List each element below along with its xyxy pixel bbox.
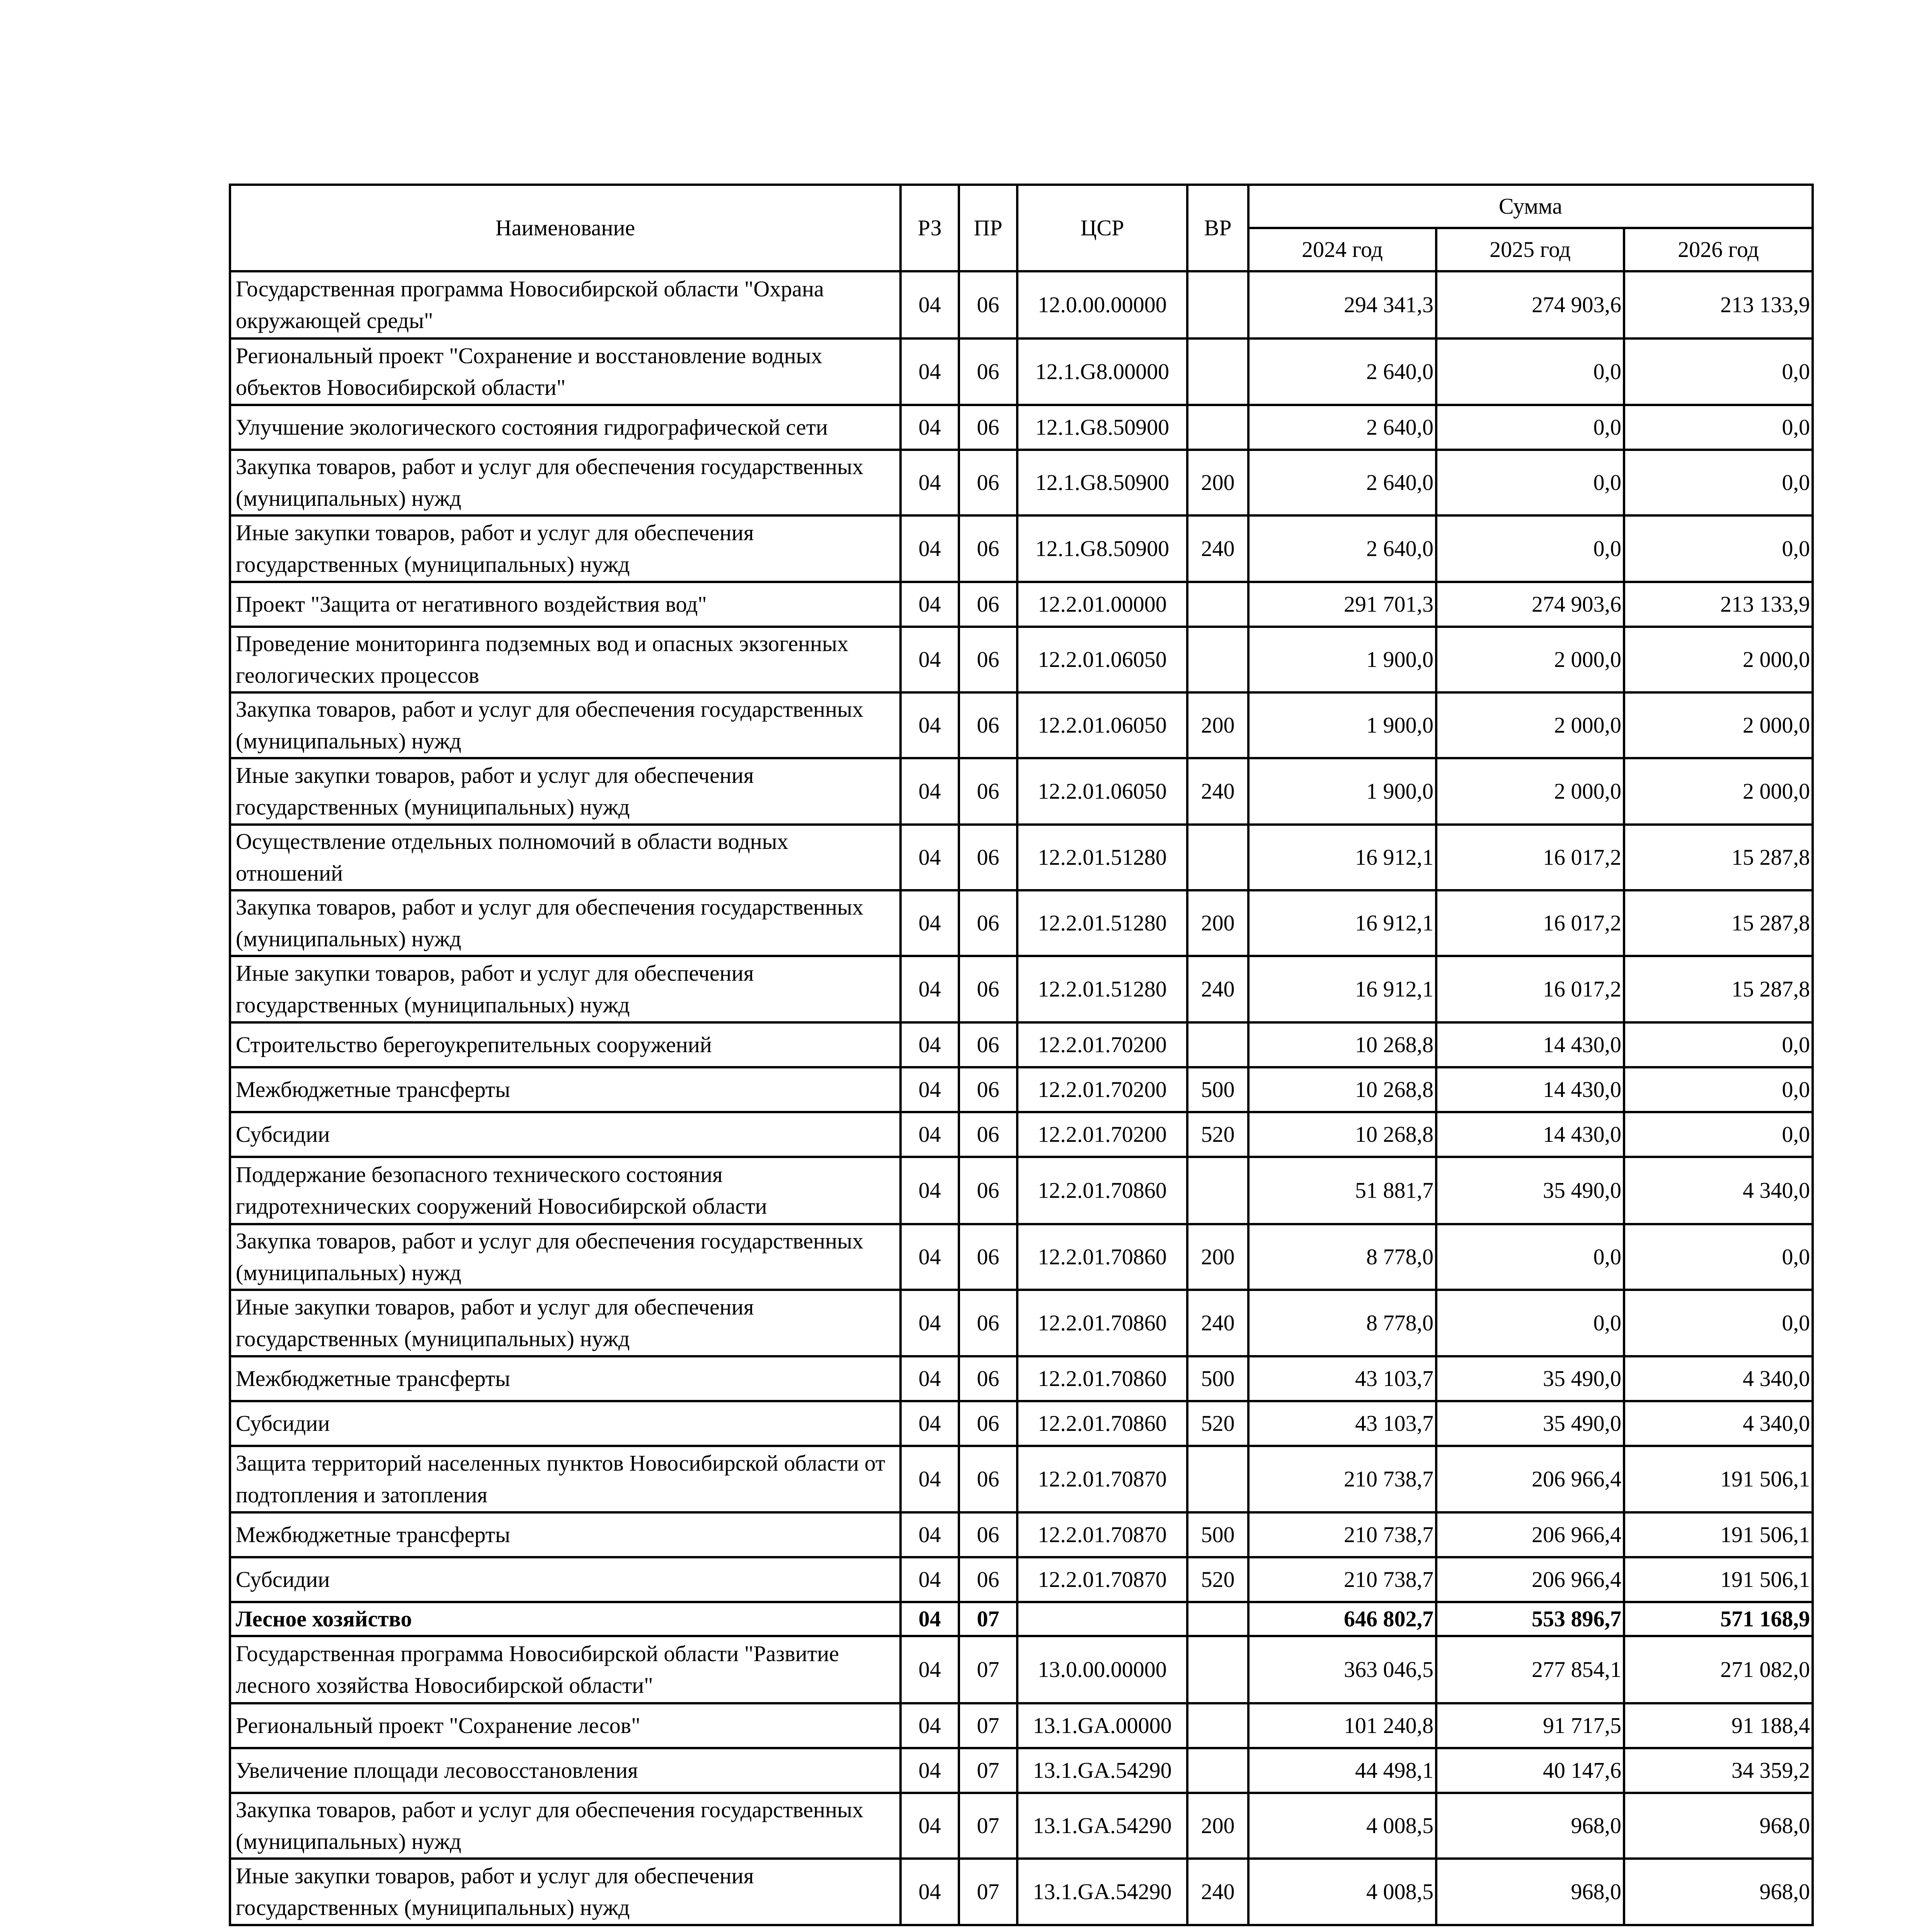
table-row — [230, 890, 1813, 956]
table-header — [230, 185, 1813, 271]
cell-sum-2024: 4 008,5 — [1248, 1793, 1436, 1859]
cell-csr: 13.0.00.00000 — [1017, 1636, 1187, 1703]
cell-rz: 04 — [901, 1636, 959, 1703]
header-sum: Сумма — [1248, 185, 1813, 228]
cell-sum-2024: 16 912,1 — [1248, 825, 1436, 890]
cell-sum-2025: 277 854,1 — [1436, 1636, 1624, 1703]
cell-rz: 04 — [901, 1748, 959, 1793]
table-row — [230, 825, 1813, 890]
cell-vr: 200 — [1187, 890, 1248, 956]
header-year-2024: 2024 год — [1248, 228, 1436, 271]
cell-sum-2024: 210 738,7 — [1248, 1512, 1436, 1557]
table-row — [230, 1859, 1813, 1925]
cell-pr: 06 — [959, 1356, 1017, 1401]
table-row — [230, 1356, 1813, 1401]
cell-pr: 07 — [959, 1636, 1017, 1703]
cell-sum-2024: 101 240,8 — [1248, 1703, 1436, 1748]
cell-sum-2025: 16 017,2 — [1436, 890, 1624, 956]
cell-sum-2025: 0,0 — [1436, 515, 1624, 582]
cell-sum-2025: 274 903,6 — [1436, 582, 1624, 627]
header-vr: ВР — [1187, 185, 1248, 271]
cell-csr: 12.2.01.06050 — [1017, 627, 1187, 692]
cell-pr: 06 — [959, 1067, 1017, 1112]
cell-vr: 200 — [1187, 1793, 1248, 1859]
cell-sum-2024: 2 640,0 — [1248, 338, 1436, 405]
cell-rz: 04 — [901, 338, 959, 405]
cell-pr: 07 — [959, 1793, 1017, 1859]
cell-name: Проект "Защита от негативного воздействия вод" — [230, 582, 901, 627]
cell-rz: 04 — [901, 1557, 959, 1602]
cell-rz: 04 — [901, 692, 959, 758]
cell-rz: 04 — [901, 515, 959, 582]
cell-vr: 520 — [1187, 1401, 1248, 1446]
cell-csr: 12.2.01.70200 — [1017, 1022, 1187, 1067]
cell-sum-2025: 0,0 — [1436, 1224, 1624, 1290]
cell-rz: 04 — [901, 450, 959, 515]
cell-sum-2024: 8 778,0 — [1248, 1224, 1436, 1290]
cell-sum-2025: 553 896,7 — [1436, 1602, 1624, 1636]
cell-vr — [1187, 271, 1248, 338]
cell-vr: 200 — [1187, 450, 1248, 515]
cell-csr: 12.2.01.00000 — [1017, 582, 1187, 627]
cell-pr: 06 — [959, 1512, 1017, 1557]
table-row — [230, 1446, 1813, 1512]
cell-csr: 13.1.GA.00000 — [1017, 1703, 1187, 1748]
cell-vr: 200 — [1187, 1224, 1248, 1290]
cell-name: Закупка товаров, работ и услуг для обеспечения государственных (муниципальных) нужд — [230, 1224, 901, 1290]
cell-sum-2025: 35 490,0 — [1436, 1401, 1624, 1446]
cell-sum-2024: 10 268,8 — [1248, 1067, 1436, 1112]
header-name: Наименование — [230, 185, 901, 271]
cell-pr: 06 — [959, 1112, 1017, 1157]
cell-pr: 06 — [959, 1557, 1017, 1602]
cell-sum-2025: 2 000,0 — [1436, 758, 1624, 825]
cell-sum-2026: 191 506,1 — [1624, 1512, 1813, 1557]
table-row — [230, 405, 1813, 450]
cell-name: Государственная программа Новосибирской области "Развитие лесного хозяйства Новосибирской области" — [230, 1636, 901, 1703]
cell-sum-2024: 646 802,7 — [1248, 1602, 1436, 1636]
cell-vr: 240 — [1187, 956, 1248, 1022]
table-row — [230, 1703, 1813, 1748]
cell-csr: 12.2.01.70200 — [1017, 1112, 1187, 1157]
cell-sum-2026: 571 168,9 — [1624, 1602, 1813, 1636]
cell-vr: 520 — [1187, 1557, 1248, 1602]
cell-sum-2024: 1 900,0 — [1248, 692, 1436, 758]
cell-pr: 06 — [959, 582, 1017, 627]
cell-sum-2025: 274 903,6 — [1436, 271, 1624, 338]
cell-rz: 04 — [901, 1290, 959, 1356]
cell-sum-2026: 15 287,8 — [1624, 825, 1813, 890]
cell-sum-2025: 35 490,0 — [1436, 1356, 1624, 1401]
cell-rz: 04 — [901, 271, 959, 338]
cell-pr: 06 — [959, 758, 1017, 825]
header-csr: ЦСР — [1017, 185, 1187, 271]
cell-rz: 04 — [901, 825, 959, 890]
cell-sum-2024: 43 103,7 — [1248, 1401, 1436, 1446]
cell-sum-2024: 2 640,0 — [1248, 515, 1436, 582]
cell-csr: 12.2.01.70860 — [1017, 1356, 1187, 1401]
cell-sum-2024: 294 341,3 — [1248, 271, 1436, 338]
table-body — [230, 271, 1813, 1925]
cell-pr: 06 — [959, 1224, 1017, 1290]
table-row — [230, 1112, 1813, 1157]
cell-sum-2026: 4 340,0 — [1624, 1157, 1813, 1224]
cell-sum-2025: 206 966,4 — [1436, 1512, 1624, 1557]
cell-name: Закупка товаров, работ и услуг для обеспечения государственных (муниципальных) нужд — [230, 890, 901, 956]
cell-sum-2026: 0,0 — [1624, 1112, 1813, 1157]
cell-name: Защита территорий населенных пунктов Новосибирской области от подтопления и затопления — [230, 1446, 901, 1512]
cell-sum-2024: 8 778,0 — [1248, 1290, 1436, 1356]
cell-rz: 04 — [901, 1112, 959, 1157]
cell-sum-2024: 2 640,0 — [1248, 405, 1436, 450]
cell-csr: 12.2.01.70200 — [1017, 1067, 1187, 1112]
cell-vr: 500 — [1187, 1512, 1248, 1557]
cell-csr: 12.1.G8.50900 — [1017, 405, 1187, 450]
cell-csr: 12.2.01.70870 — [1017, 1446, 1187, 1512]
cell-name: Лесное хозяйство — [230, 1602, 901, 1636]
table-row — [230, 627, 1813, 692]
cell-vr — [1187, 338, 1248, 405]
table-row — [230, 582, 1813, 627]
cell-name: Закупка товаров, работ и услуг для обеспечения государственных (муниципальных) нужд — [230, 1793, 901, 1859]
cell-csr: 12.2.01.70860 — [1017, 1157, 1187, 1224]
cell-pr: 06 — [959, 515, 1017, 582]
cell-vr: 240 — [1187, 1290, 1248, 1356]
cell-sum-2025: 14 430,0 — [1436, 1067, 1624, 1112]
cell-vr — [1187, 1602, 1248, 1636]
cell-sum-2024: 291 701,3 — [1248, 582, 1436, 627]
cell-name: Строительство берегоукрепительных сооружений — [230, 1022, 901, 1067]
cell-vr — [1187, 405, 1248, 450]
cell-rz: 04 — [901, 1602, 959, 1636]
table-row — [230, 1157, 1813, 1224]
table-row — [230, 338, 1813, 405]
cell-sum-2026: 91 188,4 — [1624, 1703, 1813, 1748]
cell-name: Проведение мониторинга подземных вод и опасных экзогенных геологических процессов — [230, 627, 901, 692]
cell-vr: 500 — [1187, 1067, 1248, 1112]
cell-sum-2024: 210 738,7 — [1248, 1446, 1436, 1512]
cell-sum-2026: 2 000,0 — [1624, 627, 1813, 692]
cell-sum-2025: 35 490,0 — [1436, 1157, 1624, 1224]
cell-sum-2026: 213 133,9 — [1624, 582, 1813, 627]
cell-pr: 06 — [959, 1401, 1017, 1446]
cell-rz: 04 — [901, 758, 959, 825]
cell-vr: 500 — [1187, 1356, 1248, 1401]
cell-sum-2024: 43 103,7 — [1248, 1356, 1436, 1401]
header-year-2026: 2026 год — [1624, 228, 1813, 271]
cell-rz: 04 — [901, 1067, 959, 1112]
cell-pr: 06 — [959, 956, 1017, 1022]
table-row — [230, 758, 1813, 825]
cell-vr — [1187, 582, 1248, 627]
cell-sum-2026: 2 000,0 — [1624, 758, 1813, 825]
cell-csr: 12.2.01.06050 — [1017, 758, 1187, 825]
cell-sum-2026: 271 082,0 — [1624, 1636, 1813, 1703]
cell-vr — [1187, 825, 1248, 890]
cell-rz: 04 — [901, 1859, 959, 1925]
cell-sum-2026: 0,0 — [1624, 515, 1813, 582]
cell-sum-2024: 363 046,5 — [1248, 1636, 1436, 1703]
cell-pr: 06 — [959, 1290, 1017, 1356]
cell-sum-2025: 0,0 — [1436, 1290, 1624, 1356]
table-row — [230, 1793, 1813, 1859]
budget-table — [229, 184, 1814, 1926]
cell-csr: 13.1.GA.54290 — [1017, 1793, 1187, 1859]
cell-sum-2024: 44 498,1 — [1248, 1748, 1436, 1793]
table-row — [230, 1022, 1813, 1067]
cell-sum-2025: 2 000,0 — [1436, 627, 1624, 692]
cell-csr: 12.1.G8.50900 — [1017, 515, 1187, 582]
cell-name: Закупка товаров, работ и услуг для обеспечения государственных (муниципальных) нужд — [230, 692, 901, 758]
cell-sum-2025: 16 017,2 — [1436, 825, 1624, 890]
cell-vr: 240 — [1187, 1859, 1248, 1925]
cell-sum-2024: 4 008,5 — [1248, 1859, 1436, 1925]
cell-sum-2025: 968,0 — [1436, 1793, 1624, 1859]
cell-sum-2026: 15 287,8 — [1624, 890, 1813, 956]
cell-rz: 04 — [901, 405, 959, 450]
cell-sum-2026: 0,0 — [1624, 450, 1813, 515]
cell-name: Поддержание безопасного технического состояния гидротехнических сооружений Новосибирской области — [230, 1157, 901, 1224]
cell-csr: 12.2.01.51280 — [1017, 956, 1187, 1022]
cell-vr: 240 — [1187, 515, 1248, 582]
header-year-2025: 2025 год — [1436, 228, 1624, 271]
header-pr: ПР — [959, 185, 1017, 271]
cell-csr: 12.2.01.70860 — [1017, 1224, 1187, 1290]
cell-vr — [1187, 1022, 1248, 1067]
cell-sum-2026: 0,0 — [1624, 338, 1813, 405]
cell-name: Региональный проект "Сохранение лесов" — [230, 1703, 901, 1748]
cell-rz: 04 — [901, 1512, 959, 1557]
cell-name: Межбюджетные трансферты — [230, 1512, 901, 1557]
cell-pr: 06 — [959, 450, 1017, 515]
table-row — [230, 1401, 1813, 1446]
cell-name: Иные закупки товаров, работ и услуг для обеспечения государственных (муниципальных) нужд — [230, 1859, 901, 1925]
cell-csr: 12.1.G8.50900 — [1017, 450, 1187, 515]
cell-name: Субсидии — [230, 1557, 901, 1602]
cell-csr: 13.1.GA.54290 — [1017, 1748, 1187, 1793]
table-row — [230, 450, 1813, 515]
cell-name: Иные закупки товаров, работ и услуг для обеспечения государственных (муниципальных) нужд — [230, 956, 901, 1022]
cell-sum-2025: 14 430,0 — [1436, 1112, 1624, 1157]
cell-name: Государственная программа Новосибирской области "Охрана окружающей среды" — [230, 271, 901, 338]
header-rz: РЗ — [901, 185, 959, 271]
cell-csr: 12.2.01.70860 — [1017, 1290, 1187, 1356]
cell-sum-2025: 206 966,4 — [1436, 1557, 1624, 1602]
cell-sum-2026: 191 506,1 — [1624, 1446, 1813, 1512]
cell-name: Межбюджетные трансферты — [230, 1356, 901, 1401]
cell-vr: 240 — [1187, 758, 1248, 825]
cell-rz: 04 — [901, 1401, 959, 1446]
cell-rz: 04 — [901, 1446, 959, 1512]
cell-rz: 04 — [901, 1356, 959, 1401]
table-row — [230, 1290, 1813, 1356]
cell-sum-2024: 10 268,8 — [1248, 1022, 1436, 1067]
table-row — [230, 1748, 1813, 1793]
cell-name: Иные закупки товаров, работ и услуг для обеспечения государственных (муниципальных) нужд — [230, 1290, 901, 1356]
cell-sum-2024: 10 268,8 — [1248, 1112, 1436, 1157]
cell-rz: 04 — [901, 890, 959, 956]
cell-rz: 04 — [901, 582, 959, 627]
table-row — [230, 1067, 1813, 1112]
cell-pr: 06 — [959, 338, 1017, 405]
cell-sum-2025: 0,0 — [1436, 338, 1624, 405]
cell-csr: 12.0.00.00000 — [1017, 271, 1187, 338]
cell-name: Иные закупки товаров, работ и услуг для обеспечения государственных (муниципальных) нужд — [230, 515, 901, 582]
cell-sum-2026: 15 287,8 — [1624, 956, 1813, 1022]
cell-csr: 12.2.01.70860 — [1017, 1401, 1187, 1446]
cell-sum-2025: 14 430,0 — [1436, 1022, 1624, 1067]
cell-pr: 06 — [959, 692, 1017, 758]
cell-vr: 520 — [1187, 1112, 1248, 1157]
cell-sum-2024: 16 912,1 — [1248, 956, 1436, 1022]
table-row — [230, 271, 1813, 338]
cell-sum-2024: 210 738,7 — [1248, 1557, 1436, 1602]
cell-pr: 07 — [959, 1602, 1017, 1636]
cell-rz: 04 — [901, 956, 959, 1022]
table-row — [230, 1512, 1813, 1557]
cell-sum-2025: 40 147,6 — [1436, 1748, 1624, 1793]
cell-name: Межбюджетные трансферты — [230, 1067, 901, 1112]
cell-rz: 04 — [901, 1022, 959, 1067]
cell-vr: 200 — [1187, 692, 1248, 758]
table-row — [230, 956, 1813, 1022]
cell-csr: 12.2.01.70870 — [1017, 1557, 1187, 1602]
cell-sum-2024: 1 900,0 — [1248, 627, 1436, 692]
cell-sum-2026: 0,0 — [1624, 1290, 1813, 1356]
table-row — [230, 1557, 1813, 1602]
cell-rz: 04 — [901, 1224, 959, 1290]
cell-pr: 06 — [959, 405, 1017, 450]
cell-vr — [1187, 1157, 1248, 1224]
cell-csr — [1017, 1602, 1187, 1636]
cell-name: Субсидии — [230, 1112, 901, 1157]
cell-sum-2024: 16 912,1 — [1248, 890, 1436, 956]
cell-sum-2024: 2 640,0 — [1248, 450, 1436, 515]
cell-name: Закупка товаров, работ и услуг для обеспечения государственных (муниципальных) нужд — [230, 450, 901, 515]
cell-rz: 04 — [901, 627, 959, 692]
cell-csr: 13.1.GA.54290 — [1017, 1859, 1187, 1925]
cell-sum-2025: 0,0 — [1436, 405, 1624, 450]
cell-sum-2026: 213 133,9 — [1624, 271, 1813, 338]
cell-vr — [1187, 1748, 1248, 1793]
cell-name: Осуществление отдельных полномочий в области водных отношений — [230, 825, 901, 890]
cell-pr: 07 — [959, 1748, 1017, 1793]
table-row — [230, 1636, 1813, 1703]
cell-sum-2024: 51 881,7 — [1248, 1157, 1436, 1224]
cell-sum-2026: 34 359,2 — [1624, 1748, 1813, 1793]
cell-rz: 04 — [901, 1793, 959, 1859]
cell-sum-2025: 0,0 — [1436, 450, 1624, 515]
cell-pr: 06 — [959, 890, 1017, 956]
cell-sum-2024: 1 900,0 — [1248, 758, 1436, 825]
cell-sum-2025: 206 966,4 — [1436, 1446, 1624, 1512]
cell-vr — [1187, 1703, 1248, 1748]
cell-name: Улучшение экологического состояния гидрографической сети — [230, 405, 901, 450]
table-row — [230, 692, 1813, 758]
cell-sum-2025: 16 017,2 — [1436, 956, 1624, 1022]
cell-sum-2026: 0,0 — [1624, 1022, 1813, 1067]
cell-vr — [1187, 1446, 1248, 1512]
cell-pr: 06 — [959, 825, 1017, 890]
cell-sum-2025: 968,0 — [1436, 1859, 1624, 1925]
cell-name: Иные закупки товаров, работ и услуг для обеспечения государственных (муниципальных) нужд — [230, 758, 901, 825]
cell-pr: 07 — [959, 1703, 1017, 1748]
cell-pr: 06 — [959, 271, 1017, 338]
cell-csr: 12.2.01.06050 — [1017, 692, 1187, 758]
cell-sum-2025: 91 717,5 — [1436, 1703, 1624, 1748]
cell-pr: 06 — [959, 1157, 1017, 1224]
table-row — [230, 1602, 1813, 1636]
cell-sum-2026: 968,0 — [1624, 1793, 1813, 1859]
header-row-top — [230, 185, 1813, 228]
cell-sum-2026: 0,0 — [1624, 1224, 1813, 1290]
table-row — [230, 515, 1813, 582]
cell-sum-2026: 2 000,0 — [1624, 692, 1813, 758]
cell-sum-2026: 4 340,0 — [1624, 1401, 1813, 1446]
cell-sum-2026: 0,0 — [1624, 1067, 1813, 1112]
cell-sum-2026: 968,0 — [1624, 1859, 1813, 1925]
cell-pr: 06 — [959, 1446, 1017, 1512]
cell-csr: 12.2.01.70870 — [1017, 1512, 1187, 1557]
cell-sum-2026: 0,0 — [1624, 405, 1813, 450]
cell-vr — [1187, 627, 1248, 692]
cell-sum-2026: 191 506,1 — [1624, 1557, 1813, 1602]
cell-csr: 12.2.01.51280 — [1017, 890, 1187, 956]
table-row — [230, 1224, 1813, 1290]
cell-rz: 04 — [901, 1157, 959, 1224]
cell-csr: 12.1.G8.00000 — [1017, 338, 1187, 405]
cell-name: Увеличение площади лесовосстановления — [230, 1748, 901, 1793]
cell-pr: 07 — [959, 1859, 1017, 1925]
cell-vr — [1187, 1636, 1248, 1703]
cell-pr: 06 — [959, 627, 1017, 692]
cell-sum-2026: 4 340,0 — [1624, 1356, 1813, 1401]
cell-name: Региональный проект "Сохранение и восстановление водных объектов Новосибирской области" — [230, 338, 901, 405]
cell-rz: 04 — [901, 1703, 959, 1748]
cell-csr: 12.2.01.51280 — [1017, 825, 1187, 890]
cell-pr: 06 — [959, 1022, 1017, 1067]
cell-sum-2025: 2 000,0 — [1436, 692, 1624, 758]
cell-name: Субсидии — [230, 1401, 901, 1446]
